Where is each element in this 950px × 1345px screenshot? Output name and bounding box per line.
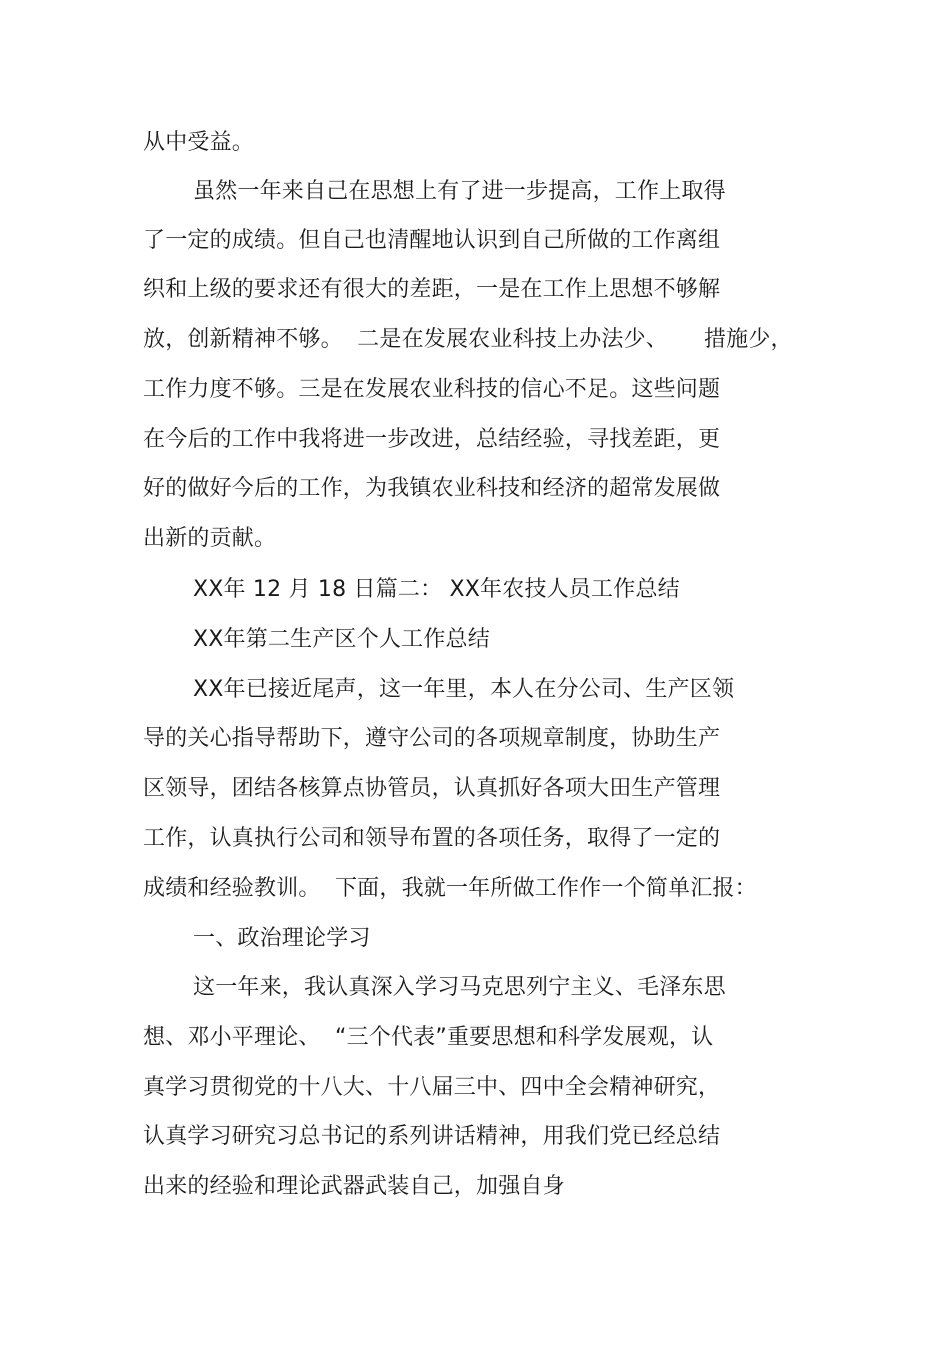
date-and-section-heading: XX年 12 月 18 日篇二： XX年农技人员工作总结	[193, 577, 680, 602]
text-line: 从中受益。	[143, 130, 255, 155]
text-line: 出来的经验和理论武器武装自己，加强自身	[143, 1174, 565, 1199]
text-line: 认真学习研究习总书记的系列讲话精神，用我们党已经总结	[143, 1124, 721, 1149]
text-line: 想、邓小平理论、 “三个代表”重要思想和科学发展观，认	[143, 1025, 714, 1050]
paragraph-start-line: XX年已接近尾声，这一年里，本人在分公司、生产区领	[193, 677, 735, 702]
text-line: 织和上级的要求还有很大的差距，一是在工作上思想不够解	[143, 277, 721, 302]
paragraph-start-line: 虽然一年来自己在思想上有了进一步提高，工作上取得	[193, 179, 726, 204]
text-line: 了一定的成绩。但自己也清醒地认识到自己所做的工作离组	[143, 228, 721, 253]
text-line: 真学习贯彻党的十八大、十八届三中、四中全会精神研究，	[143, 1075, 721, 1100]
document-title: XX年第二生产区个人工作总结	[193, 627, 490, 652]
text-line: 导的关心指导帮助下，遵守公司的各项规章制度，协助生产	[143, 726, 721, 751]
text-line: 出新的贡献。	[143, 526, 277, 551]
text-line: 区领导，团结各核算点协管员，认真抓好各项大田生产管理	[143, 776, 721, 801]
section-heading: 一、政治理论学习	[193, 926, 371, 951]
text-line: 成绩和经验教训。 下面，我就一年所做工作作一个简单汇报：	[143, 876, 757, 901]
text-line: 工作，认真执行公司和领导布置的各项任务，取得了一定的	[143, 826, 721, 851]
paragraph-start-line: 这一年来，我认真深入学习马克思列宁主义、毛泽东思	[193, 975, 726, 1000]
text-line: 好的做好今后的工作，为我镇农业科技和经济的超常发展做	[143, 476, 721, 501]
text-line: 工作力度不够。三是在发展农业科技的信心不足。这些问题	[143, 377, 721, 402]
text-line: 在今后的工作中我将进一步改进，总结经验，寻找差距，更	[143, 427, 721, 452]
text-line: 放，创新精神不够。 二是在发展农业科技上办法少、 措施少，	[143, 327, 793, 352]
